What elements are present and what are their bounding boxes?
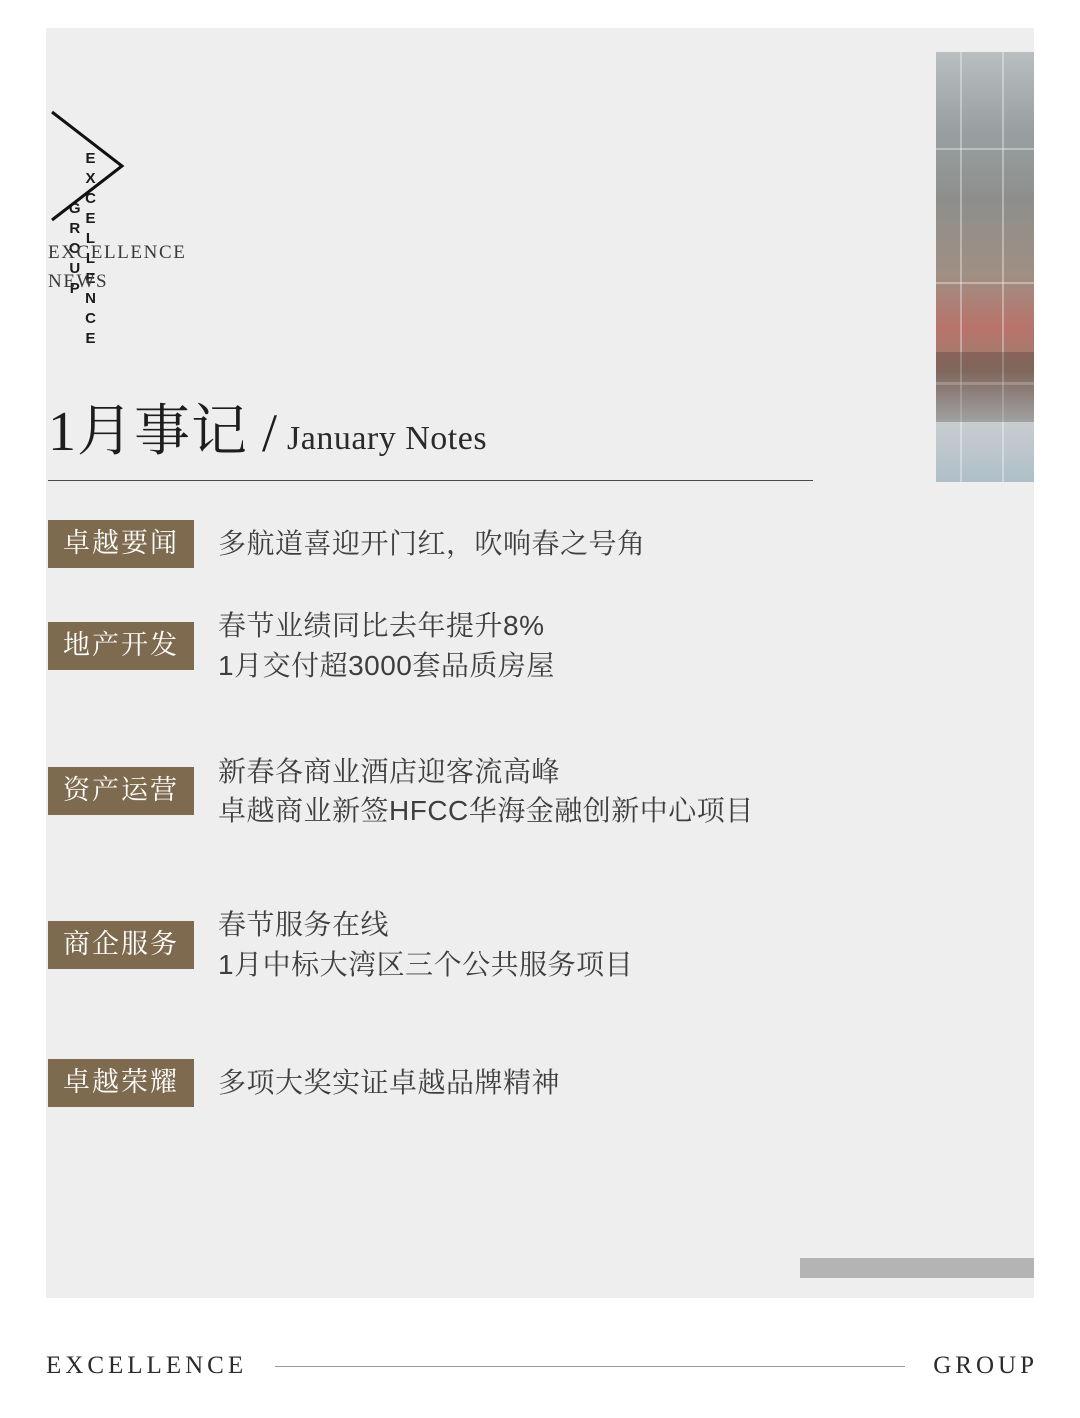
list-item-line: 多航道喜迎开门红，吹响春之号角 bbox=[218, 528, 646, 560]
status-badge: 卓越荣耀 bbox=[48, 1059, 194, 1107]
title-divider: / bbox=[262, 403, 278, 463]
footer bbox=[0, 1336, 1080, 1396]
list-item-content bbox=[218, 905, 633, 985]
list-item bbox=[48, 752, 988, 832]
list-item-content bbox=[218, 752, 754, 832]
brand-wordmark-line2: NEWS bbox=[48, 271, 109, 293]
page-title bbox=[48, 401, 488, 463]
title-divider-rule bbox=[48, 480, 813, 481]
list-item-line: 1月交付超3000套品质房屋 bbox=[218, 649, 555, 681]
status-badge: 地产开发 bbox=[48, 622, 194, 670]
status-badge: 资产运营 bbox=[48, 767, 194, 815]
list-item bbox=[48, 520, 988, 568]
list-item-line: 卓越商业新签HFCC华海金融创新中心项目 bbox=[218, 795, 754, 827]
page-title-en: January Notes bbox=[287, 420, 488, 457]
brand-wordmark-line1: EXCELLENCE bbox=[48, 242, 187, 263]
list-item-line: 新春各商业酒店迎客流高峰 bbox=[218, 755, 561, 787]
section-list bbox=[48, 520, 988, 1145]
list-item-line: 1月中标大湾区三个公共服务项目 bbox=[218, 948, 634, 980]
list-item-line: 多项大奖实证卓越品牌精神 bbox=[218, 1066, 561, 1098]
footer-divider bbox=[275, 1366, 905, 1367]
page-title-cn: 1月事记 bbox=[48, 401, 248, 463]
list-item-line: 春节服务在线 bbox=[218, 909, 390, 941]
list-item-content bbox=[218, 606, 555, 686]
chevron-right-icon bbox=[48, 108, 128, 224]
list-item bbox=[48, 905, 988, 985]
footer-brand-left: EXCELLENCE bbox=[46, 1352, 248, 1379]
list-item-content bbox=[218, 1063, 560, 1103]
decorative-grey-block bbox=[800, 1258, 1034, 1278]
side-strip-line1: EXCELLENCE bbox=[82, 150, 99, 350]
list-item-line: 春节业绩同比去年提升8% bbox=[218, 610, 545, 642]
list-item bbox=[48, 1059, 988, 1107]
status-badge: 商企服务 bbox=[48, 921, 194, 969]
list-item-content bbox=[218, 524, 646, 564]
list-item bbox=[48, 606, 988, 686]
side-photo-strip bbox=[936, 52, 1034, 482]
status-badge: 卓越要闻 bbox=[48, 520, 194, 568]
side-strip-line2: GROUP bbox=[66, 200, 84, 300]
footer-brand-right: GROUP bbox=[933, 1352, 1038, 1379]
brand-wordmark bbox=[48, 238, 186, 297]
